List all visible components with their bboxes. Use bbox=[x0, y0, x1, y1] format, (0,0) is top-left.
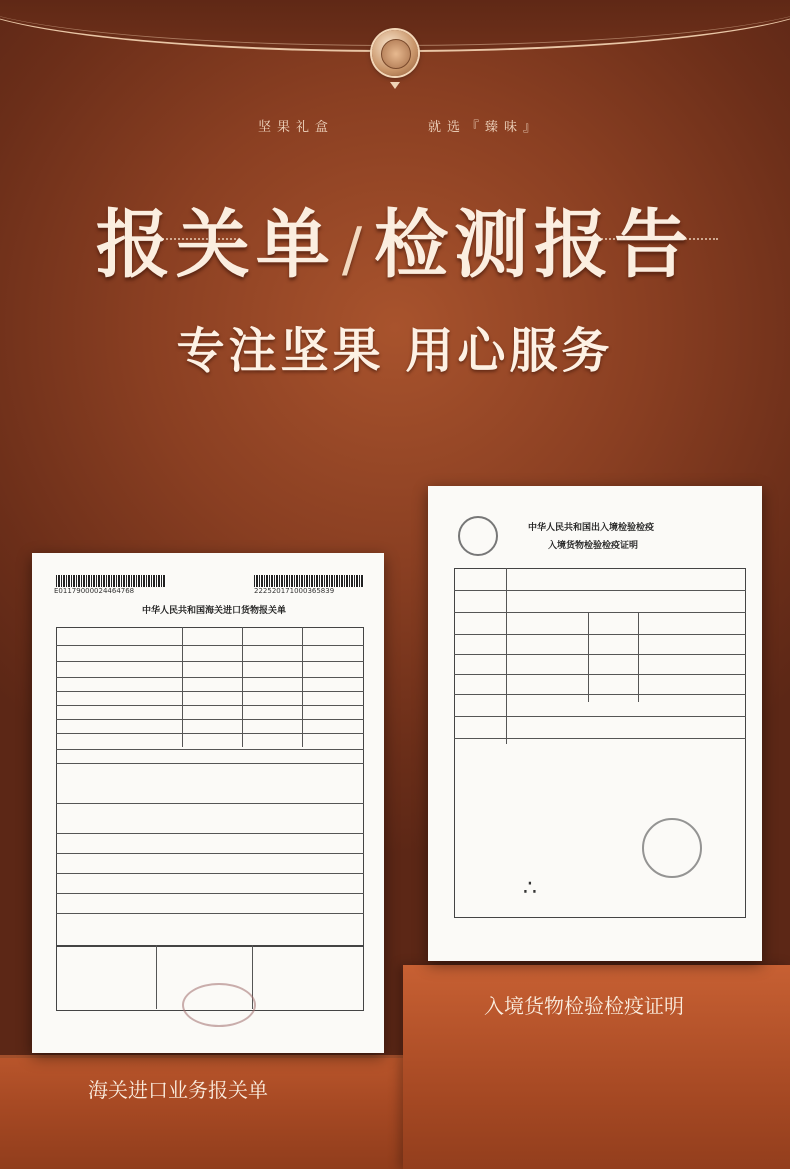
form-line bbox=[56, 691, 364, 692]
form-line bbox=[56, 677, 364, 678]
form-vline bbox=[182, 627, 183, 747]
form-line bbox=[56, 719, 364, 720]
form-line bbox=[454, 694, 746, 695]
customs-doc-caption: 海关进口业务报关单 bbox=[88, 1078, 268, 1102]
customs-form-grid bbox=[56, 627, 364, 947]
form-line bbox=[454, 716, 746, 717]
inspection-heading-line1: 中华人民共和国出入境检验检疫 bbox=[528, 523, 655, 533]
form-line bbox=[454, 674, 746, 675]
form-line bbox=[56, 893, 364, 894]
form-vline bbox=[156, 945, 157, 1009]
form-line bbox=[454, 612, 746, 613]
form-line bbox=[56, 661, 364, 662]
brand-medal-icon bbox=[372, 30, 418, 76]
tagline-right: 就选『臻味』 bbox=[428, 120, 543, 135]
inspection-doc-caption: 入境货物检验检疫证明 bbox=[484, 994, 684, 1018]
form-vline bbox=[506, 568, 507, 744]
form-vline bbox=[302, 627, 303, 747]
form-vline bbox=[588, 612, 589, 702]
form-line bbox=[454, 654, 746, 655]
inspection-stamp-icon bbox=[642, 818, 702, 878]
form-line bbox=[56, 853, 364, 854]
triangle-pointer-icon bbox=[390, 82, 400, 89]
tagline-left: 坚果礼盒 bbox=[258, 120, 335, 135]
ciq-logo-icon bbox=[458, 516, 498, 556]
form-line bbox=[56, 913, 364, 914]
form-line bbox=[56, 733, 364, 734]
form-vline bbox=[638, 612, 639, 702]
title-left: 报关单 bbox=[95, 202, 336, 288]
form-line bbox=[56, 763, 364, 764]
form-line bbox=[454, 634, 746, 635]
title-right: 检测报告 bbox=[374, 202, 695, 288]
barcode-left bbox=[56, 575, 166, 587]
customs-doc-heading: 中华人民共和国海关进口货物报关单 bbox=[142, 606, 287, 616]
inspection-certificate-image bbox=[428, 486, 762, 961]
form-vline bbox=[242, 627, 243, 747]
customs-declaration-image bbox=[32, 553, 384, 1053]
form-line bbox=[56, 803, 364, 804]
title-separator: / bbox=[341, 215, 369, 285]
inspection-form-grid bbox=[454, 568, 746, 918]
inspection-heading-line2: 入境货物检验检疫证明 bbox=[548, 541, 639, 551]
barcode-right bbox=[254, 575, 364, 587]
barcode-right-number: 222520171000365839 bbox=[254, 587, 335, 595]
form-line bbox=[56, 873, 364, 874]
signature: ∴ bbox=[523, 876, 537, 901]
customs-stamp-icon bbox=[182, 983, 256, 1027]
tagline bbox=[0, 116, 790, 136]
form-line bbox=[56, 705, 364, 706]
page-subtitle: 专注坚果 用心服务 bbox=[176, 323, 614, 379]
form-line bbox=[56, 749, 364, 750]
barcode-left-number: E01179000024464768 bbox=[54, 587, 135, 595]
form-line bbox=[56, 833, 364, 834]
page-title bbox=[0, 186, 790, 292]
form-line bbox=[454, 738, 746, 739]
form-line bbox=[56, 645, 364, 646]
form-line bbox=[454, 590, 746, 591]
